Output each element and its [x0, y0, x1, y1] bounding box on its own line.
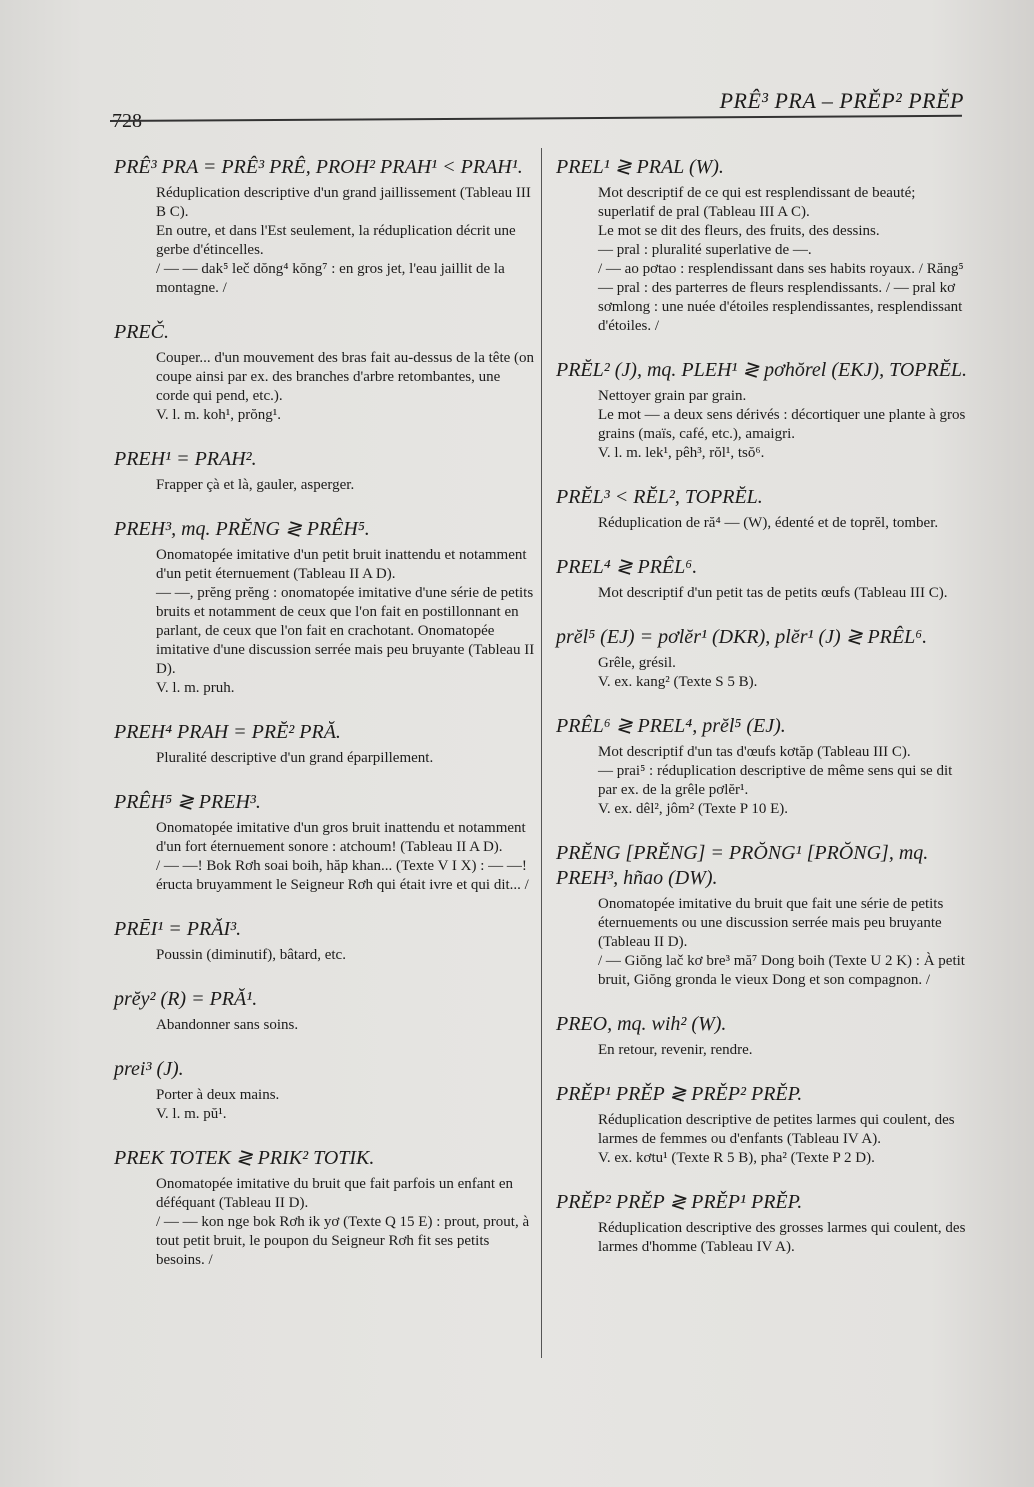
entry-definition	[556, 1111, 970, 1168]
dictionary-entry	[556, 1190, 970, 1257]
entry-headword: prĕl⁵ (EJ) = pơlĕr¹ (DKR), plĕr¹ (J) ≷ PRÊL⁶.	[556, 626, 928, 648]
page-number: 728	[112, 110, 142, 132]
dictionary-entry	[114, 517, 536, 698]
entry-headword: prĕy² (R) = PRĂ¹.	[114, 988, 258, 1010]
dictionary-entry	[114, 1057, 536, 1124]
definition-line: Mot descriptif d'un petit tas de petits œufs (Tableau III C).	[598, 585, 948, 601]
definition-line: — prai⁵ : réduplication descriptive de même sens qui se dit par ex. de la grêle pơlĕr¹.	[598, 763, 953, 798]
definition-line: / — — dak⁵ leč dŏng⁴ kŏng⁷ : en gros jet, l'eau jaillit de la montagne. /	[156, 261, 505, 296]
entry-headword: PRÊH⁵ ≷ PREH³.	[114, 791, 261, 813]
definition-line: Mot descriptif de ce qui est resplendissant de beauté; superlatif de pral (Tableau III A C).	[598, 185, 916, 220]
definition-line: Onomatopée imitative d'un gros bruit inattendu et notamment d'un fort éternuement sonore : atchoum! (Tableau II A D).	[156, 820, 526, 855]
running-header: PRÊ³ PRA – PRĚP² PRĚP	[719, 88, 964, 113]
entry-headword: PRĔNG [PRĔNG] = PRŎNG¹ [PRŎNG], mq. PREH³, hñao (DW).	[556, 842, 929, 889]
entry-definition	[556, 184, 970, 336]
entry-headword: PREH¹ = PRAH².	[114, 448, 257, 470]
definition-line: Onomatopée imitative du bruit que fait parfois un enfant en déféquant (Tableau II D).	[156, 1176, 513, 1211]
dictionary-entry	[114, 1146, 536, 1270]
left-column	[114, 155, 536, 1292]
entry-headword: PREK TOTEK ≷ PRIK² TOTIK.	[114, 1147, 375, 1169]
entry-definition	[556, 1041, 970, 1060]
entry-definition	[556, 654, 970, 692]
dictionary-entry	[556, 714, 970, 819]
entry-headword: PRĔL² (J), mq. PLEH¹ ≷ pơhŏrel (EKJ), TOPRĔL.	[556, 359, 968, 381]
dictionary-entry	[114, 987, 536, 1035]
entry-definition	[556, 743, 970, 819]
entry-headword: PRĚP¹ PRĚP ≷ PRĚP² PRĚP.	[556, 1083, 803, 1105]
definition-line: V. ex. kang² (Texte S 5 B).	[598, 674, 758, 690]
entry-definition	[556, 387, 970, 463]
dictionary-entry	[556, 555, 970, 603]
definition-line: / — Giŏng lač kơ bre³ mă⁷ Dong boih (Texte U 2 K) : À petit bruit, Giŏng gronda le vieux Dong et son compagnon. /	[598, 953, 965, 988]
entry-headword: PREH⁴ PRAH = PRĔ² PRĂ.	[114, 721, 341, 743]
dictionary-entry	[556, 1082, 970, 1168]
definition-line: Réduplication descriptive d'un grand jaillissement (Tableau III B C).	[156, 185, 531, 220]
entry-definition	[114, 1175, 536, 1270]
entry-definition	[114, 1016, 536, 1035]
entry-headword: PRĒI¹ = PRĂI³.	[114, 918, 242, 940]
dictionary-entry	[556, 1012, 970, 1060]
entry-definition	[556, 514, 970, 533]
entry-headword: PRĔL³ < RĔL², TOPRĔL.	[556, 486, 763, 508]
definition-line: Nettoyer grain par grain.	[598, 388, 747, 404]
definition-line: Mot descriptif d'un tas d'œufs kơtăp (Tableau III C).	[598, 744, 911, 760]
header-rule	[110, 115, 962, 122]
definition-line: En outre, et dans l'Est seulement, la réduplication décrit une gerbe d'étincelles.	[156, 223, 516, 258]
entry-headword: PREH³, mq. PRĔNG ≷ PRÊH⁵.	[114, 518, 370, 540]
entry-headword: PRĚP² PRĚP ≷ PRĚP¹ PRĚP.	[556, 1191, 803, 1213]
dictionary-entry	[114, 917, 536, 965]
definition-line: V. l. m. lek¹, pêh³, rŏl¹, tsŏ⁶.	[598, 445, 765, 461]
entry-definition	[114, 349, 536, 425]
definition-line: Le mot se dit des fleurs, des fruits, des dessins.	[598, 223, 880, 239]
right-column	[556, 155, 970, 1279]
entry-definition	[114, 946, 536, 965]
definition-line: V. l. m. koh¹, prŏng¹.	[156, 407, 281, 423]
entry-definition	[556, 1219, 970, 1257]
definition-line: Onomatopée imitative du bruit que fait une série de petits éternuements ou une discussion serrée mais peu bruyante (Tableau II D).	[598, 896, 944, 950]
entry-headword: prei³ (J).	[114, 1058, 184, 1080]
definition-line: / — — kon nge bok Rơh ik yơ (Texte Q 15 E) : prout, prout, à tout petit bruit, le poupon du Seigneur Rơh fit ses petits besoins. /	[156, 1214, 530, 1268]
entry-headword: PRÊL⁶ ≷ PREL⁴, prĕl⁵ (EJ).	[556, 715, 786, 737]
definition-line: Le mot — a deux sens dérivés : décortiquer une plante à gros grains (maïs, café, etc.), amaigri.	[598, 407, 966, 442]
entry-headword: PREČ.	[114, 321, 169, 343]
entry-headword: PREO, mq. wih² (W).	[556, 1013, 727, 1035]
definition-line: Abandonner sans soins.	[156, 1017, 299, 1033]
definition-line: / — —! Bok Rơh soai boih, hăp khan... (Texte V I X) : — —! éructa bruyamment le Seigneur Rơh qui était ivre et qui dit... /	[156, 858, 529, 893]
definition-line: Réduplication descriptive des grosses larmes qui coulent, des larmes d'homme (Tableau IV A).	[598, 1220, 966, 1255]
entry-headword: PREL⁴ ≷ PRÊL⁶.	[556, 556, 698, 578]
column-divider	[541, 148, 542, 1358]
definition-line: Frapper çà et là, gauler, asperger.	[156, 477, 355, 493]
dictionary-entry	[556, 625, 970, 692]
entry-headword: PREL¹ ≷ PRAL (W).	[556, 156, 724, 178]
dictionary-entry	[114, 320, 536, 425]
definition-line: — —, prĕng prĕng : onomatopée imitative d'une série de petits bruits et notamment de ceux que l'on fait en postillonnant en parlant, de ceux que l'on fait en crachotant. Onomatopée imitative d'une discussion serrée mais peu bruyante (Tableau II D).	[156, 585, 535, 677]
definition-line: Onomatopée imitative d'un petit bruit inattendu et notamment d'un petit éternuement (Tableau II A D).	[156, 547, 527, 582]
dictionary-entry	[556, 155, 970, 336]
definition-line: — pral : pluralité superlative de —.	[598, 242, 812, 258]
dictionary-entry	[114, 720, 536, 768]
definition-line: En retour, revenir, rendre.	[598, 1042, 753, 1058]
definition-line: Pluralité descriptive d'un grand éparpillement.	[156, 750, 434, 766]
dictionary-entry	[114, 155, 536, 298]
definition-line: V. ex. kơtu¹ (Texte R 5 B), pha² (Texte P 2 D).	[598, 1150, 875, 1166]
dictionary-entry	[114, 447, 536, 495]
definition-line: V. l. m. pruh.	[156, 680, 235, 696]
entry-headword: PRÊ³ PRA = PRÊ³ PRÊ, PROH² PRAH¹ < PRAH¹.	[114, 156, 523, 178]
definition-line: Poussin (diminutif), bâtard, etc.	[156, 947, 346, 963]
entry-definition	[114, 1086, 536, 1124]
definition-line: Couper... d'un mouvement des bras fait au-dessus de la tête (on coupe ainsi par ex. des branches d'arbre retombantes, une corde qui pend, etc.).	[156, 350, 535, 404]
entry-definition	[556, 895, 970, 990]
entry-definition	[556, 584, 970, 603]
entry-definition	[114, 749, 536, 768]
dictionary-entry	[114, 790, 536, 895]
definition-line: / — ao pơtao : resplendissant dans ses habits royaux. / Răng⁵ — pral : des parterres de fleurs resplendissants. / — pral kơ sơmlong : une nuée d'étoiles resplendissantes, resplendissant d'étoiles. /	[598, 261, 964, 334]
definition-line: Réduplication de ră⁴ — (W), édenté et de toprĕl, tomber.	[598, 515, 939, 531]
dictionary-entry	[556, 485, 970, 533]
dictionary-entry	[556, 841, 970, 990]
entry-definition	[114, 546, 536, 698]
definition-line: V. ex. dêl², jôm² (Texte P 10 E).	[598, 801, 788, 817]
entry-definition	[114, 476, 536, 495]
entry-definition	[114, 184, 536, 298]
entry-definition	[114, 819, 536, 895]
definition-line: Grêle, grésil.	[598, 655, 676, 671]
definition-line: Réduplication descriptive de petites larmes qui coulent, des larmes de femmes ou d'enfants (Tableau IV A).	[598, 1112, 955, 1147]
definition-line: Porter à deux mains.	[156, 1087, 280, 1103]
dictionary-entry	[556, 358, 970, 463]
definition-line: V. l. m. pŭ¹.	[156, 1106, 227, 1122]
